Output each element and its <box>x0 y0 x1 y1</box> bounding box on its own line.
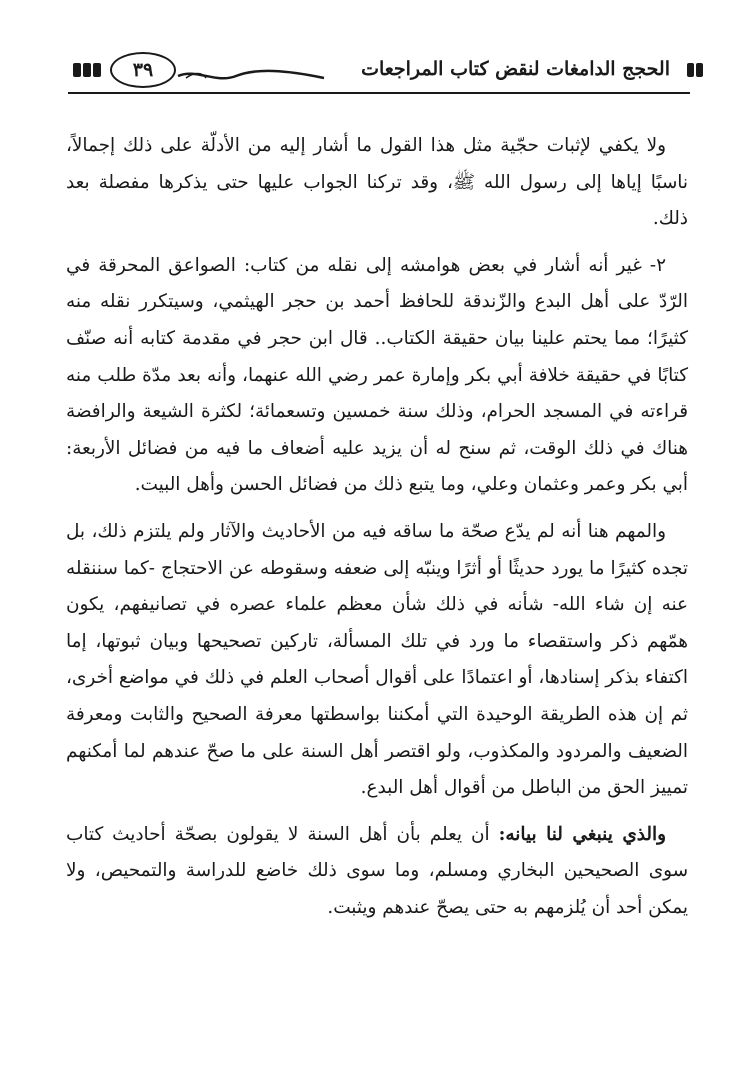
header-rule <box>68 92 690 94</box>
paragraph-2: ٢- غير أنه أشار في بعض هوامشه إلى نقله من كتاب: الصواعق المحرقة في الرّدّ على أهل البدع والزّندقة للحافظ أحمد بن حجر الهيثمي، وسيتكرر نقله منه كثيرًا؛ مما يحتم علينا بيان حقيقة الكتاب.. قال ابن حجر في مقدمة كتابه أنه صنّف كتابًا في حقيقة خلافة أبي بكر وإمارة عمر رضي الله عنهما، وأنه بعد مدّة طلب منه قراءته في المسجد الحرام، وذلك سنة خمسين وتسعمائة؛ لكثرة الشيعة والرافضة هناك في ذلك الوقت، ثم سنح له أن يزيد عليه أضعاف ما فيه من فضائل الأربعة: أبي بكر وعمر وعثمان وعلي، وما يتبع ذلك من فضائل الحسن وأهل البيت. <box>66 254 688 496</box>
paragraph-1: ولا يكفي لإثبات حجّية مثل هذا القول ما أشار إليه من الأدلّة على ذلك إجمالاً، ناسبًا إياها إلى رسول الله ﷺ، وقد تركنا الجواب عليها حتى يذكرها مفصلة بعد ذلك. <box>66 135 688 230</box>
paragraph-3: والمهم هنا أنه لم يدّع صحّة ما ساقه فيه من الأحاديث والآثار ولم يلتزم ذلك، بل تجده كثيرًا ما يورد حديثًا أو أثرًا وينبّه إلى ضعفه وسقوطه عن الاحتجاج -كما سننقله عنه إن شاء الله- شأنه في ذلك شأن معظم علماء عصره في تصانيفهم، يكون همّهم ذكر واستقصاء ما ورد في تلك المسألة، تاركين تصحيحها وبيان ثبوتها، إما اكتفاء بذكر إسنادها، أو اعتمادًا على أقوال أصحاب العلم في ذلك في مواضع أخرى، ثم إن هذه الطريقة الوحيدة التي أمكننا بواسطتها معرفة الصحيح والثابت ومعرفة الضعيف والمردود والمكذوب، ولو اقتصر أهل السنة على ما صحّ عندهم لما أمكنهم تمييز الحق من الباطل من أقوال أهل البدع. <box>66 520 688 799</box>
page-number: ٣٩ <box>110 52 176 88</box>
swash-ornament-icon <box>176 66 326 86</box>
paragraph-4 <box>66 817 688 927</box>
paragraph-4-rest: أن يعلم بأن أهل السنة لا يقولون بصحّة أحاديث كتاب سوى الصحيحين البخاري ومسلم، وما سوى ذلك خاضع للدراسة والتمحيص، ولا يمكن أحد أن يُلزمهم به حتى يصحّ عندهم ويثبت. <box>66 823 688 918</box>
ornament-icon <box>686 62 704 78</box>
page-header <box>68 52 690 98</box>
page-body <box>66 128 688 926</box>
running-title: الحجج الدامغات لنقض كتاب المراجعات <box>361 58 670 80</box>
ornament-icon <box>72 62 102 78</box>
paragraph-4-lead: والذي ينبغي لنا بيانه: <box>498 823 667 845</box>
